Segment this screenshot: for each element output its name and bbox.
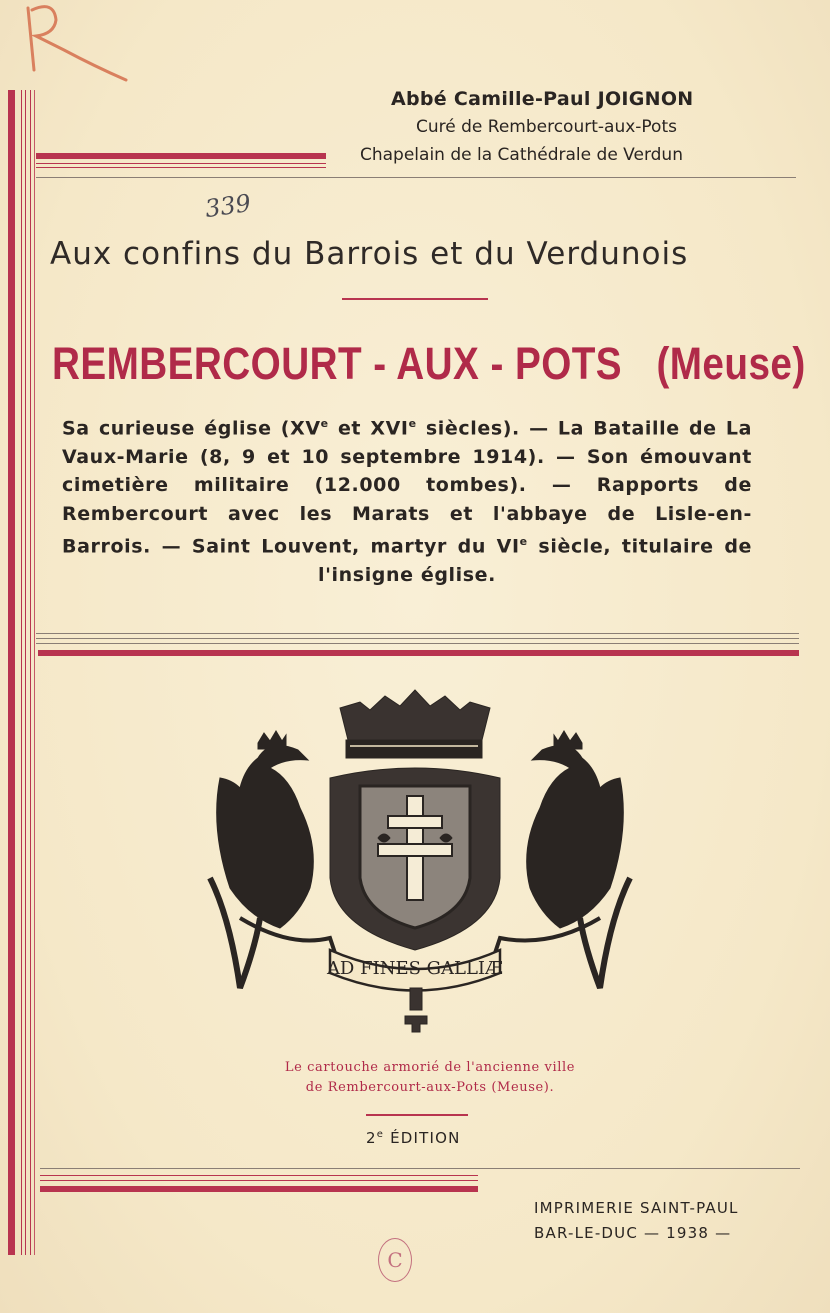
border-thick-left: [8, 90, 15, 1255]
author-title-cure: Curé de Rembercourt-aux-Pots: [416, 117, 677, 137]
border-rule: [25, 90, 26, 1255]
crest-motto: AD FINES GALLIÆ: [326, 958, 504, 979]
rule-mid: [36, 643, 799, 644]
subtitle: Aux confins du Barrois et du Verdunois: [50, 236, 689, 272]
author-title-chapelain: Chapelain de la Cathédrale de Verdun: [360, 145, 683, 165]
printer-place-year: BAR-LE-DUC — 1938 —: [534, 1224, 732, 1242]
border-rule: [21, 90, 22, 1255]
rule-bottom-long: [40, 1168, 800, 1169]
description: Sa curieuse église (XVe et XVIe siècles). — La Bataille de La Vaux-Marie (8, 9 et 10 septembre 1914). — Son émouvant cimetière militaire (12.000 tombes). — Rapports de Rembercourt avec les Marats et l'abbaye de Lisle-en-Barrois. — Saint Louvent, martyr du VIe siècle, titulaire de l'insigne église.: [62, 417, 753, 587]
border-rule: [34, 90, 35, 1255]
coat-of-arms: [200, 688, 640, 1048]
pencil-annotation: [14, 0, 134, 90]
printer-info: [534, 1196, 739, 1246]
title-town: REMBERCOURT - AUX - POTS: [52, 338, 623, 389]
author-name: Abbé Camille-Paul JOIGNON: [391, 88, 694, 110]
border-rule: [30, 90, 31, 1255]
rule-mid: [36, 633, 799, 634]
caption-line-2: de Rembercourt-aux-Pots (Meuse).: [305, 1080, 555, 1095]
rule-mid-red: [38, 650, 799, 656]
rule-top-thin: [36, 163, 326, 164]
handwritten-number: 339: [203, 188, 253, 224]
rule-above-edition: [366, 1114, 468, 1116]
caption-line-1: Le cartouche armorié de l'ancienne ville: [284, 1060, 576, 1075]
rule-top-thin: [36, 167, 326, 168]
rule-under-subtitle: [342, 298, 488, 300]
rule-bottom-red: [40, 1186, 478, 1192]
printer-name: IMPRIMERIE SAINT-PAUL: [534, 1199, 739, 1217]
copyright-stamp: C: [378, 1238, 412, 1282]
rule-top-long: [36, 177, 796, 178]
title-region: (Meuse): [656, 338, 806, 389]
edition: 2e ÉDITION: [366, 1129, 461, 1147]
rule-top-red: [36, 153, 326, 159]
rule-bottom-thin: [40, 1180, 478, 1181]
illustration-caption: [230, 1058, 630, 1098]
main-title: [52, 338, 806, 390]
rule-mid: [36, 638, 799, 639]
rule-bottom-thin: [40, 1175, 478, 1176]
